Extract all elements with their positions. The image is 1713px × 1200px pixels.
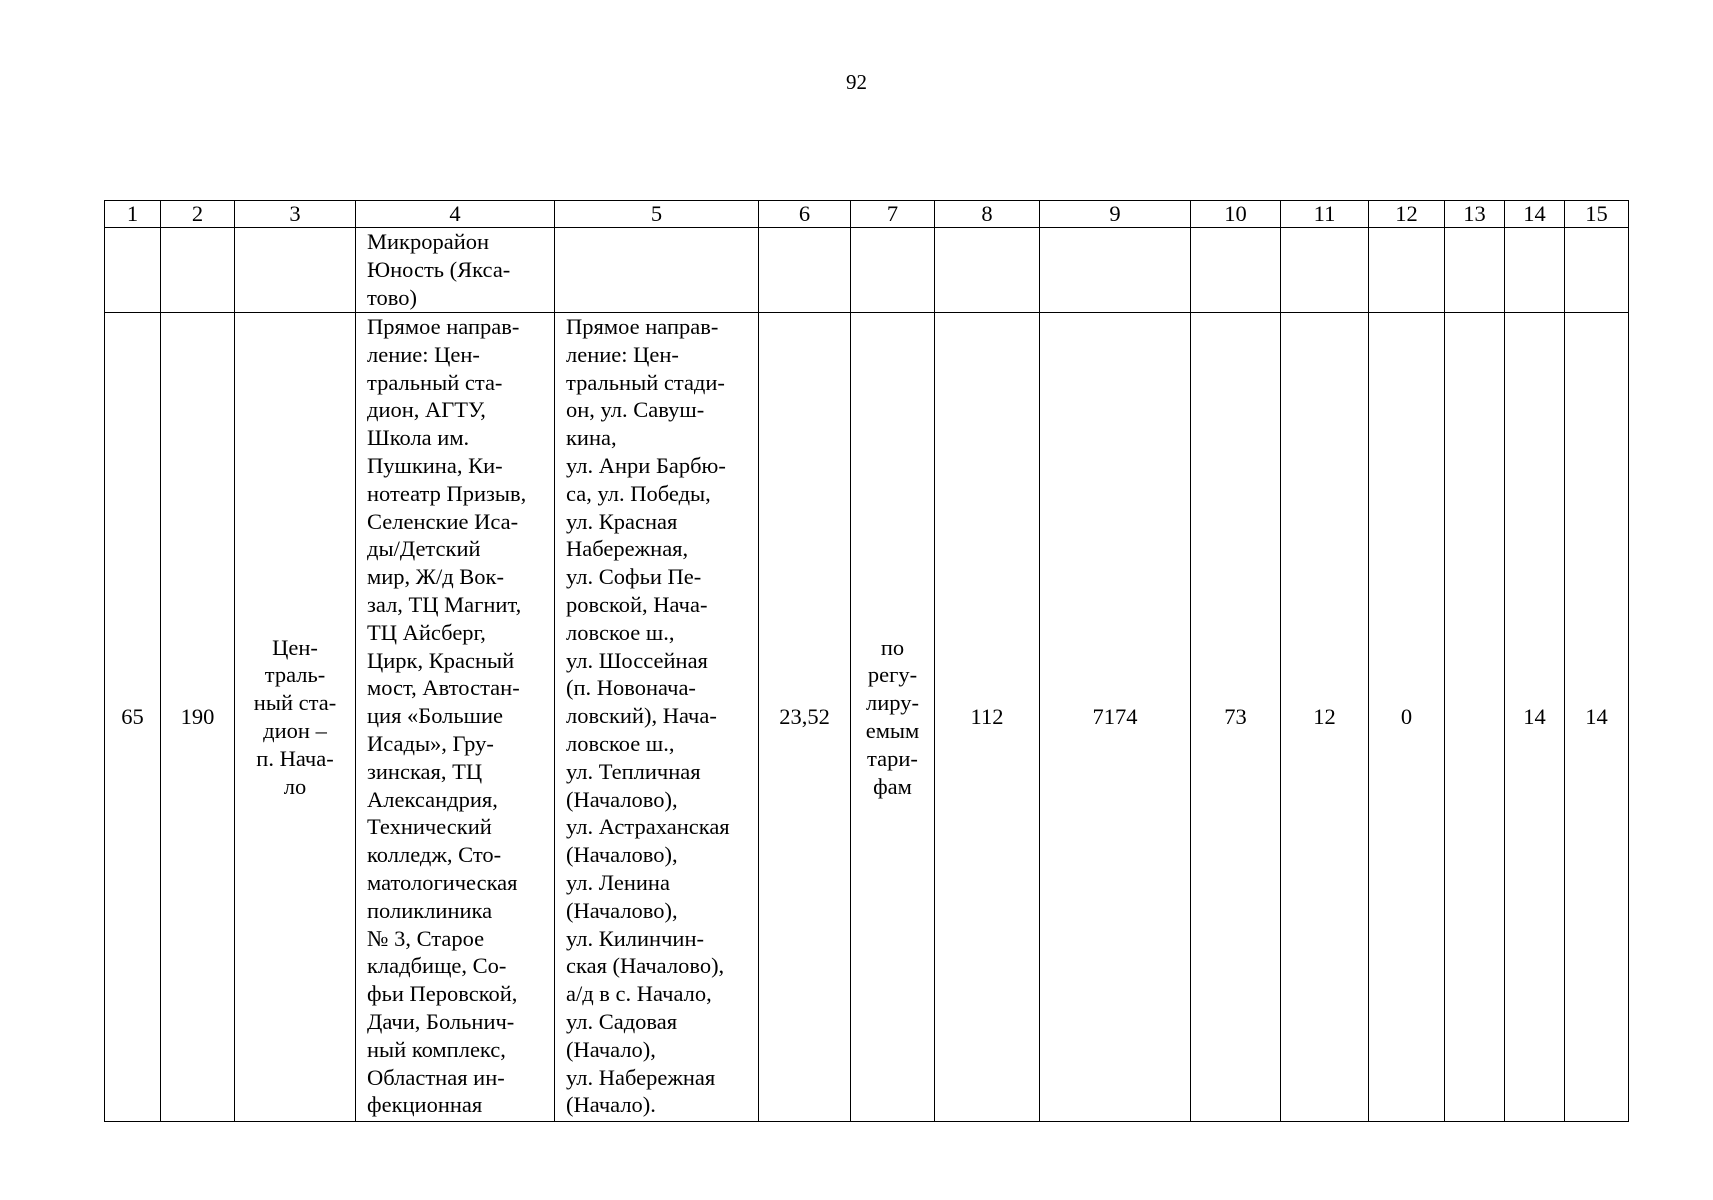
text-line: тово) [367, 284, 417, 310]
continuation-row [105, 228, 1629, 313]
text-line: фьи Перовской, [367, 981, 518, 1007]
text-line: колледж, Сто- [367, 842, 502, 868]
text-line: Школа им. [367, 425, 470, 451]
column-number-3: 3 [235, 201, 356, 228]
col11-cell: 12 [1281, 313, 1369, 1122]
text-line: ление: Цен- [367, 341, 480, 367]
text-line: дион – [263, 718, 327, 743]
cont-cell-5 [555, 228, 759, 313]
text-line: Цирк, Красный [367, 647, 515, 673]
cont-cell-13 [1445, 228, 1505, 313]
cont-cell-14 [1505, 228, 1565, 313]
text-line: ловский), Нача- [566, 703, 717, 729]
text-line: Набережная, [566, 536, 689, 562]
text-line: ул. Набережная [566, 1064, 716, 1090]
text-line: ция «Большие [367, 703, 504, 729]
text-line: ровской, Нача- [566, 591, 708, 617]
text-line: (п. Новонача- [566, 675, 696, 701]
text-line: ление: Цен- [566, 341, 679, 367]
text-line: Прямое направ- [367, 314, 520, 339]
column-number-11: 11 [1281, 201, 1369, 228]
route-length-cell: 23,52 [759, 313, 851, 1122]
text-line: емым [865, 718, 920, 743]
text-line: (Началово), [566, 842, 678, 868]
text-line: № 3, Старое [367, 925, 485, 951]
cont-cell-6 [759, 228, 851, 313]
cont-cell-12 [1369, 228, 1445, 313]
text-line: Юность (Якса- [367, 256, 511, 282]
text-line: ская (Началово), [566, 953, 725, 979]
column-number-row [105, 201, 1629, 228]
route-id-cell: 190 [161, 313, 235, 1122]
text-line: (Начало). [566, 1092, 656, 1118]
text-line: ды/Детский [367, 536, 481, 562]
text-line: зал, ТЦ Магнит, [367, 591, 522, 617]
text-line: Микрорайон [367, 229, 490, 254]
route-table [104, 200, 1629, 1122]
col13-cell [1445, 313, 1505, 1122]
cont-cell-1 [105, 228, 161, 313]
text-line: ул. Килинчин- [566, 925, 704, 951]
text-line: он, ул. Савуш- [566, 397, 705, 423]
text-line: ул. Садовая [566, 1008, 678, 1034]
text-line: Александрия, [367, 786, 498, 812]
col14-cell: 14 [1505, 313, 1565, 1122]
cont-cell-3 [235, 228, 356, 313]
text-line: нотеатр Призыв, [367, 480, 527, 506]
cont-cell-11 [1281, 228, 1369, 313]
cont-stops-cell [356, 228, 555, 313]
text-line: (Началово), [566, 786, 678, 812]
column-number-10: 10 [1191, 201, 1281, 228]
column-number-13: 13 [1445, 201, 1505, 228]
text-line: ул. Ленина [566, 869, 670, 895]
text-line: Селенские Иса- [367, 508, 519, 534]
text-line: тари- [867, 745, 918, 771]
text-line: зинская, ТЦ [367, 758, 483, 784]
text-line: ул. Шоссейная [566, 647, 708, 673]
route-name-cell [235, 313, 356, 1122]
text-line: са, ул. Победы, [566, 480, 711, 506]
text-line: ул. Астраханская [566, 814, 730, 840]
text-line: фекционная [367, 1092, 483, 1118]
col10-cell: 73 [1191, 313, 1281, 1122]
column-number-2: 2 [161, 201, 235, 228]
text-line: фам [873, 773, 912, 799]
route-row [105, 313, 1629, 1122]
text-line: ный ста- [253, 690, 337, 716]
cont-cell-9 [1040, 228, 1191, 313]
text-line: тральный стади- [566, 369, 725, 395]
column-number-8: 8 [935, 201, 1040, 228]
text-line: ло [283, 773, 307, 799]
text-line: лиру- [866, 690, 919, 716]
column-number-7: 7 [851, 201, 935, 228]
text-line: ТЦ Айсберг, [367, 619, 486, 645]
fare-type-cell [851, 313, 935, 1122]
column-number-9: 9 [1040, 201, 1191, 228]
column-number-1: 1 [105, 201, 161, 228]
text-line: ул. Тепличная [566, 758, 701, 784]
text-line: ул. Красная [566, 508, 678, 534]
cont-cell-8 [935, 228, 1040, 313]
route-number-cell: 65 [105, 313, 161, 1122]
route-stops-cell [356, 313, 555, 1122]
text-line: кладбище, Со- [367, 953, 507, 979]
cont-cell-10 [1191, 228, 1281, 313]
column-number-6: 6 [759, 201, 851, 228]
text-line: Дачи, Больнич- [367, 1008, 515, 1034]
text-line: матологическая [367, 869, 518, 895]
text-line: по [880, 634, 905, 660]
text-line: Технический [367, 814, 492, 840]
text-line: ул. Софьи Пе- [566, 564, 702, 590]
text-line: траль- [264, 662, 326, 688]
cont-cell-7 [851, 228, 935, 313]
col8-cell: 112 [935, 313, 1040, 1122]
text-line: п. Нача- [256, 745, 334, 771]
text-line: а/д в с. Начало, [566, 981, 712, 1007]
column-number-14: 14 [1505, 201, 1565, 228]
text-line: дион, АГТУ, [367, 397, 486, 423]
text-line: ловское ш., [566, 619, 675, 645]
text-line: ный комплекс, [367, 1036, 506, 1062]
text-line: кина, [566, 425, 617, 451]
text-line: мир, Ж/д Вок- [367, 564, 504, 590]
route-streets-cell [555, 313, 759, 1122]
column-number-15: 15 [1565, 201, 1629, 228]
text-line: (Начало), [566, 1036, 656, 1062]
text-line: тральный ста- [367, 369, 503, 395]
text-line: Прямое направ- [566, 314, 719, 339]
col9-cell: 7174 [1040, 313, 1191, 1122]
text-line: мост, Автостан- [367, 675, 520, 701]
text-line: Цен- [272, 634, 318, 660]
cont-cell-15 [1565, 228, 1629, 313]
text-line: поликлиника [367, 897, 493, 923]
text-line: ул. Анри Барбю- [566, 452, 726, 478]
col12-cell: 0 [1369, 313, 1445, 1122]
text-line: ловское ш., [566, 730, 675, 756]
text-line: (Началово), [566, 897, 678, 923]
text-line: Областная ин- [367, 1064, 505, 1090]
text-line: регу- [867, 662, 918, 688]
col15-cell: 14 [1565, 313, 1629, 1122]
column-number-4: 4 [356, 201, 555, 228]
page-number: 92 [846, 70, 867, 94]
text-line: Исады», Гру- [367, 730, 494, 756]
text-line: Пушкина, Ки- [367, 452, 503, 478]
cont-cell-2 [161, 228, 235, 313]
column-number-12: 12 [1369, 201, 1445, 228]
column-number-5: 5 [555, 201, 759, 228]
